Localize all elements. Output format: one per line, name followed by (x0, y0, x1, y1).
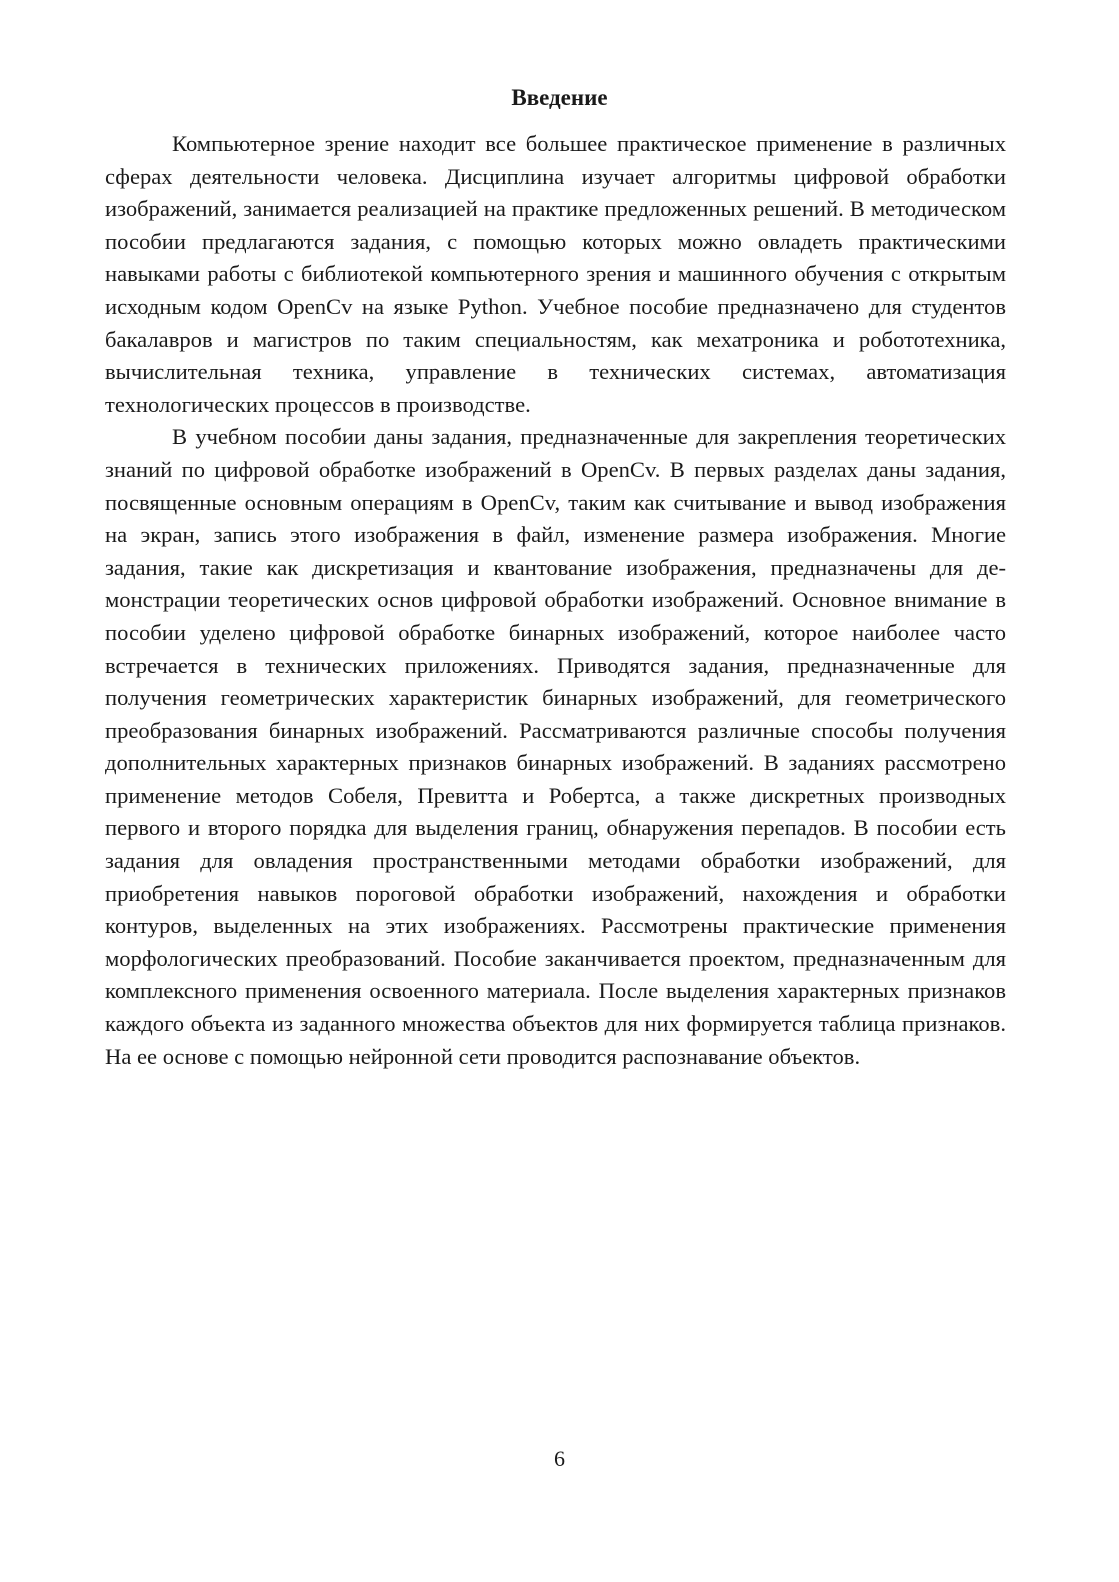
body-text (105, 128, 1006, 1073)
paragraph: В учебном пособии даны задания, предназначенные для закрепления теоретических знаний по цифровой обработке изображений в OpenCv. В первых разделах даны задания, посвященные основным операциям в OpenCv, таким как считывание и вывод изображения на экран, запись этого изображения в файл, изменение размера изображения. Многие задания, такие как дискретизация и квантование изображения, предназначены для демонстрации теоретических основ цифровой обработки изображений. Основное внимание в пособии уделено цифровой обработке бинарных изображений, которое наиболее часто встречается в технических приложениях. Приводятся задания, предназначенные для получения геометрических характеристик бинарных изображений, для геометрического преобразования бинарных изображений. Рассматриваются различные способы получения дополнительных характерных признаков бинарных изображений. В заданиях рассмотрено применение методов Собеля, Превитта и Робертса, а также дискретных производных первого и второго порядка для выделения границ, обнаружения перепадов. В пособии есть задания для овладения пространственными методами обработки изображений, для приобретения навыков пороговой обработки изображений, нахождения и обработки контуров, выделенных на этих изображениях. Рассмотрены практические применения морфологических преобразований. Пособие заканчивается проектом, предназначенным для комплексного применения освоенного материала. После выделения характерных признаков каждого объекта из заданного множества объектов для них формируется таблица признаков. На ее основе с помощью нейронной сети проводится распознавание объектов. (105, 424, 1006, 1069)
paragraph: Компьютерное зрение находит все большее практическое применение в различных сферах деятельности человека. Дисциплина изучает алгоритмы цифровой обработки изображений, занимается реализацией на практике предложенных решений. В методическом пособии предлагаются задания, с помощью которых можно овладеть практическими навыками работы с библиотекой компьютерного зрения и машинного обучения с открытым исходным кодом OpenCv на языке Python. Учебное пособие предназначено для студентов бакалавров и магистров по таким специальностям, как мехатроника и робототехника, вычислительная техника, управление в технических системах, автоматизация технологических процессов в производстве. (105, 131, 1006, 417)
page-title: Введение (511, 85, 608, 110)
page-number: 6 (554, 1446, 565, 1471)
